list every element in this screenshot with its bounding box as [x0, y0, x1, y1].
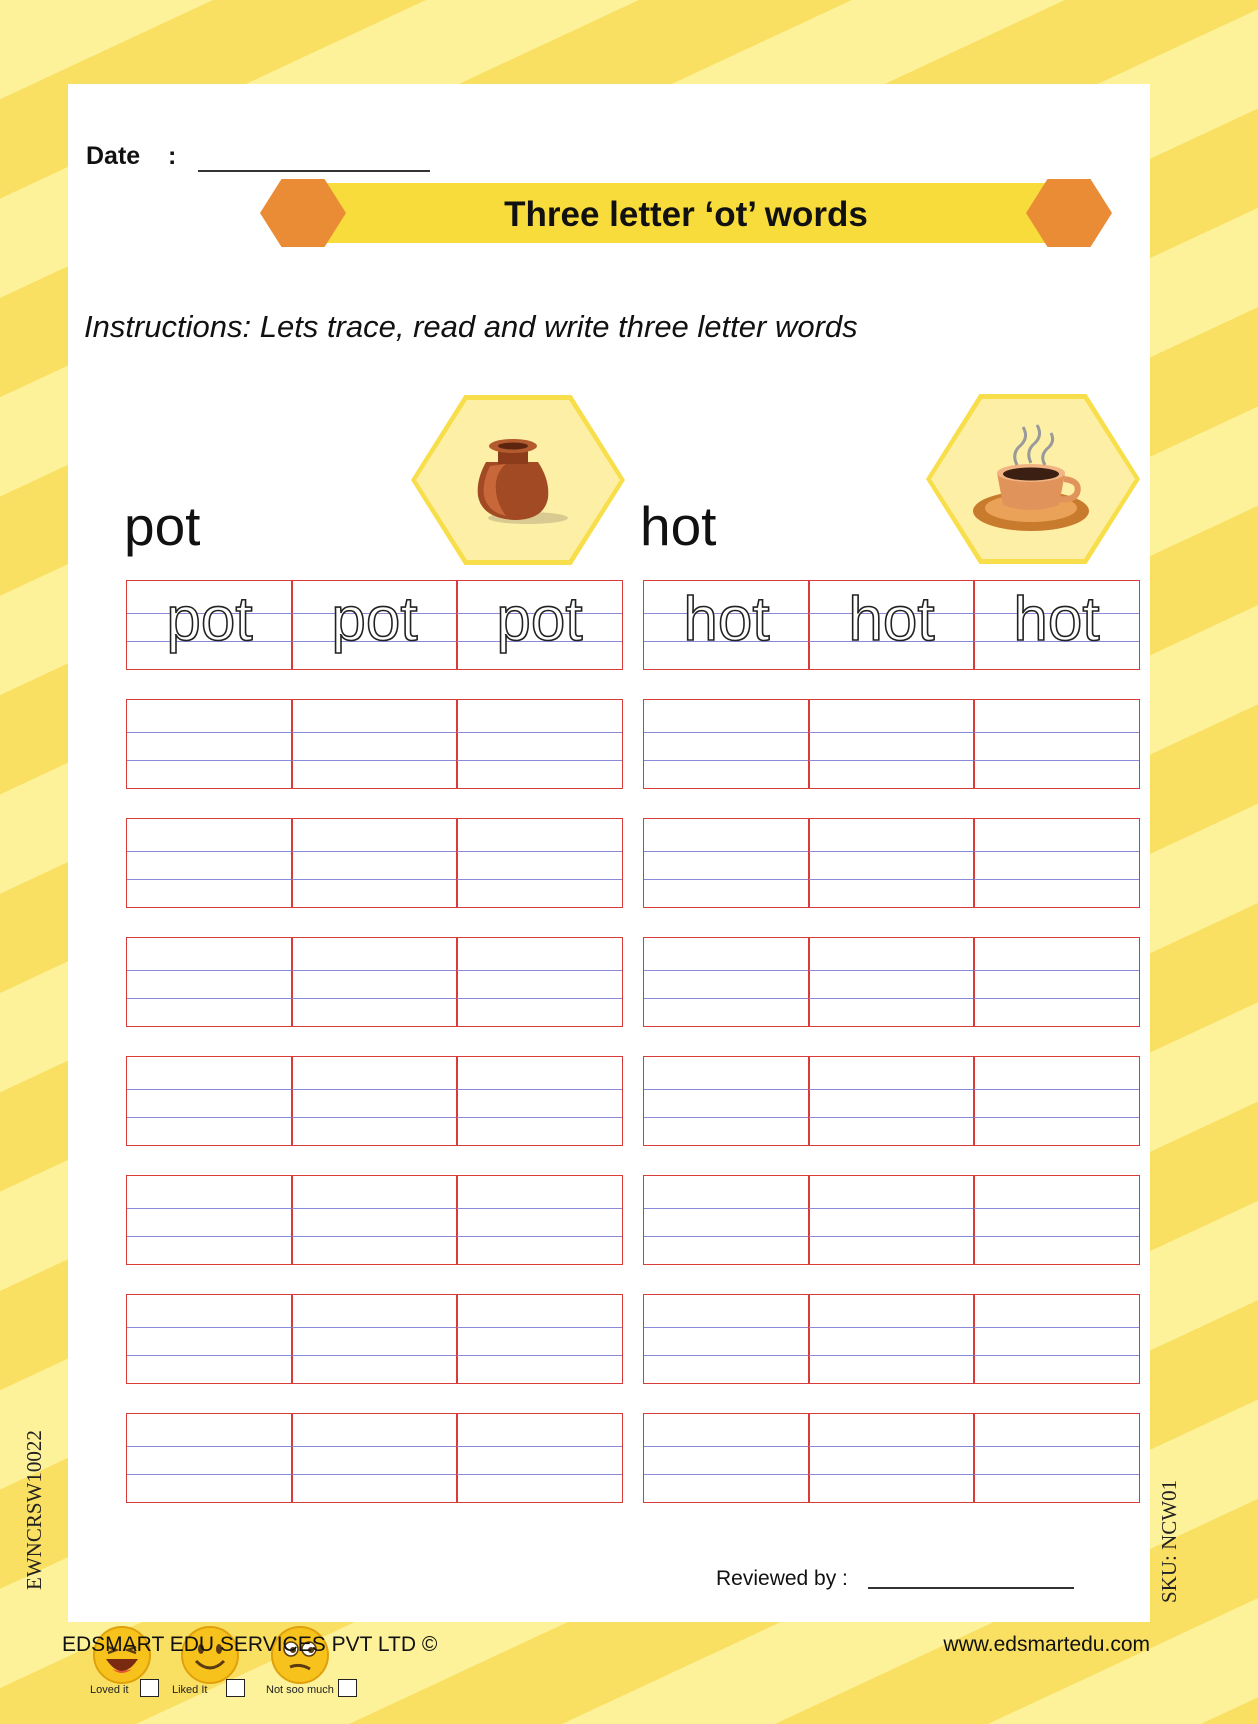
writing-cell[interactable]	[126, 1056, 293, 1146]
trace-word: pot	[166, 585, 253, 654]
writing-cell[interactable]	[808, 1175, 975, 1265]
rating-label: Loved it	[90, 1684, 129, 1696]
writing-cell[interactable]	[126, 937, 293, 1027]
writing-row	[126, 1413, 622, 1503]
website-link[interactable]: www.edsmartedu.com	[943, 1633, 1150, 1656]
hot-picture-frame	[926, 394, 1140, 564]
not-soo-much-checkbox[interactable]	[338, 1679, 357, 1697]
writing-cell[interactable]	[456, 699, 623, 789]
trace-word: pot	[496, 585, 583, 654]
liked-it-checkbox[interactable]	[226, 1679, 245, 1697]
trace-row-pot	[126, 580, 622, 670]
writing-cell[interactable]	[973, 1175, 1140, 1265]
writing-cell[interactable]	[456, 818, 623, 908]
writing-row	[126, 818, 622, 908]
rating-label: Not soo much	[266, 1684, 334, 1696]
writing-cell[interactable]	[973, 937, 1140, 1027]
writing-cell[interactable]	[973, 699, 1140, 789]
writing-cell[interactable]	[643, 1175, 810, 1265]
trace-cell[interactable]	[126, 580, 293, 670]
worksheet-code: EWNCRSW10022	[22, 1430, 46, 1590]
writing-cell[interactable]	[291, 1294, 458, 1384]
trace-word: hot	[1013, 585, 1100, 654]
trace-word: hot	[848, 585, 935, 654]
writing-cell[interactable]	[456, 1413, 623, 1503]
writing-cell[interactable]	[973, 1413, 1140, 1503]
company-name: EDSMART EDU SERVICES PVT LTD ©	[62, 1633, 438, 1656]
writing-cell[interactable]	[291, 699, 458, 789]
writing-cell[interactable]	[291, 1056, 458, 1146]
writing-cell[interactable]	[973, 1294, 1140, 1384]
writing-cell[interactable]	[291, 1175, 458, 1265]
writing-cell[interactable]	[808, 1413, 975, 1503]
writing-cell[interactable]	[291, 937, 458, 1027]
instructions-text: Instructions: Lets trace, read and write three letter words	[84, 309, 858, 344]
word-heading-hot: hot	[640, 495, 717, 557]
sku-code: SKU: NCW01	[1157, 1479, 1181, 1603]
pot-picture-frame	[411, 395, 625, 565]
writing-cell[interactable]	[456, 1294, 623, 1384]
writing-cell[interactable]	[973, 818, 1140, 908]
writing-cell[interactable]	[808, 818, 975, 908]
writing-row	[643, 1413, 1139, 1503]
writing-cell[interactable]	[643, 1413, 810, 1503]
writing-cell[interactable]	[126, 1175, 293, 1265]
writing-cell[interactable]	[808, 937, 975, 1027]
date-label: Date	[86, 142, 141, 170]
writing-row	[126, 937, 622, 1027]
writing-cell[interactable]	[973, 1056, 1140, 1146]
writing-cell[interactable]	[456, 937, 623, 1027]
reviewed-by-field[interactable]	[868, 1587, 1074, 1589]
writing-cell[interactable]	[808, 1056, 975, 1146]
writing-cell[interactable]	[808, 1294, 975, 1384]
loved-it-checkbox[interactable]	[140, 1679, 159, 1697]
writing-row	[126, 1175, 622, 1265]
writing-cell[interactable]	[643, 818, 810, 908]
date-field[interactable]	[198, 170, 430, 172]
trace-cell[interactable]	[973, 580, 1140, 670]
trace-cell[interactable]	[643, 580, 810, 670]
reviewed-by-label: Reviewed by :	[716, 1567, 848, 1590]
writing-cell[interactable]	[456, 1056, 623, 1146]
trace-word: hot	[683, 585, 770, 654]
writing-row	[643, 937, 1139, 1027]
writing-row	[643, 818, 1139, 908]
writing-cell[interactable]	[291, 1413, 458, 1503]
word-heading-pot: pot	[124, 495, 201, 557]
writing-cell[interactable]	[643, 699, 810, 789]
hot-coffee-cup-icon	[931, 399, 1135, 559]
trace-cell[interactable]	[808, 580, 975, 670]
writing-cell[interactable]	[643, 937, 810, 1027]
trace-word: pot	[331, 585, 418, 654]
writing-row	[643, 1294, 1139, 1384]
writing-cell[interactable]	[643, 1294, 810, 1384]
trace-cell[interactable]	[291, 580, 458, 670]
writing-row	[126, 699, 622, 789]
title-banner	[260, 179, 1112, 247]
writing-cell[interactable]	[126, 1294, 293, 1384]
writing-row	[643, 699, 1139, 789]
writing-cell[interactable]	[643, 1056, 810, 1146]
writing-cell[interactable]	[808, 699, 975, 789]
rating-label: Liked It	[172, 1684, 208, 1696]
trace-row-hot	[643, 580, 1139, 670]
trace-cell[interactable]	[456, 580, 623, 670]
date-colon: :	[168, 142, 177, 170]
writing-row	[126, 1294, 622, 1384]
clay-pot-icon	[416, 400, 620, 560]
writing-cell[interactable]	[126, 699, 293, 789]
writing-row	[643, 1175, 1139, 1265]
writing-cell[interactable]	[126, 1413, 293, 1503]
writing-row	[126, 1056, 622, 1146]
writing-cell[interactable]	[126, 818, 293, 908]
writing-cell[interactable]	[291, 818, 458, 908]
writing-row	[643, 1056, 1139, 1146]
worksheet-title: Three letter ‘ot’ words	[504, 195, 868, 234]
writing-cell[interactable]	[456, 1175, 623, 1265]
